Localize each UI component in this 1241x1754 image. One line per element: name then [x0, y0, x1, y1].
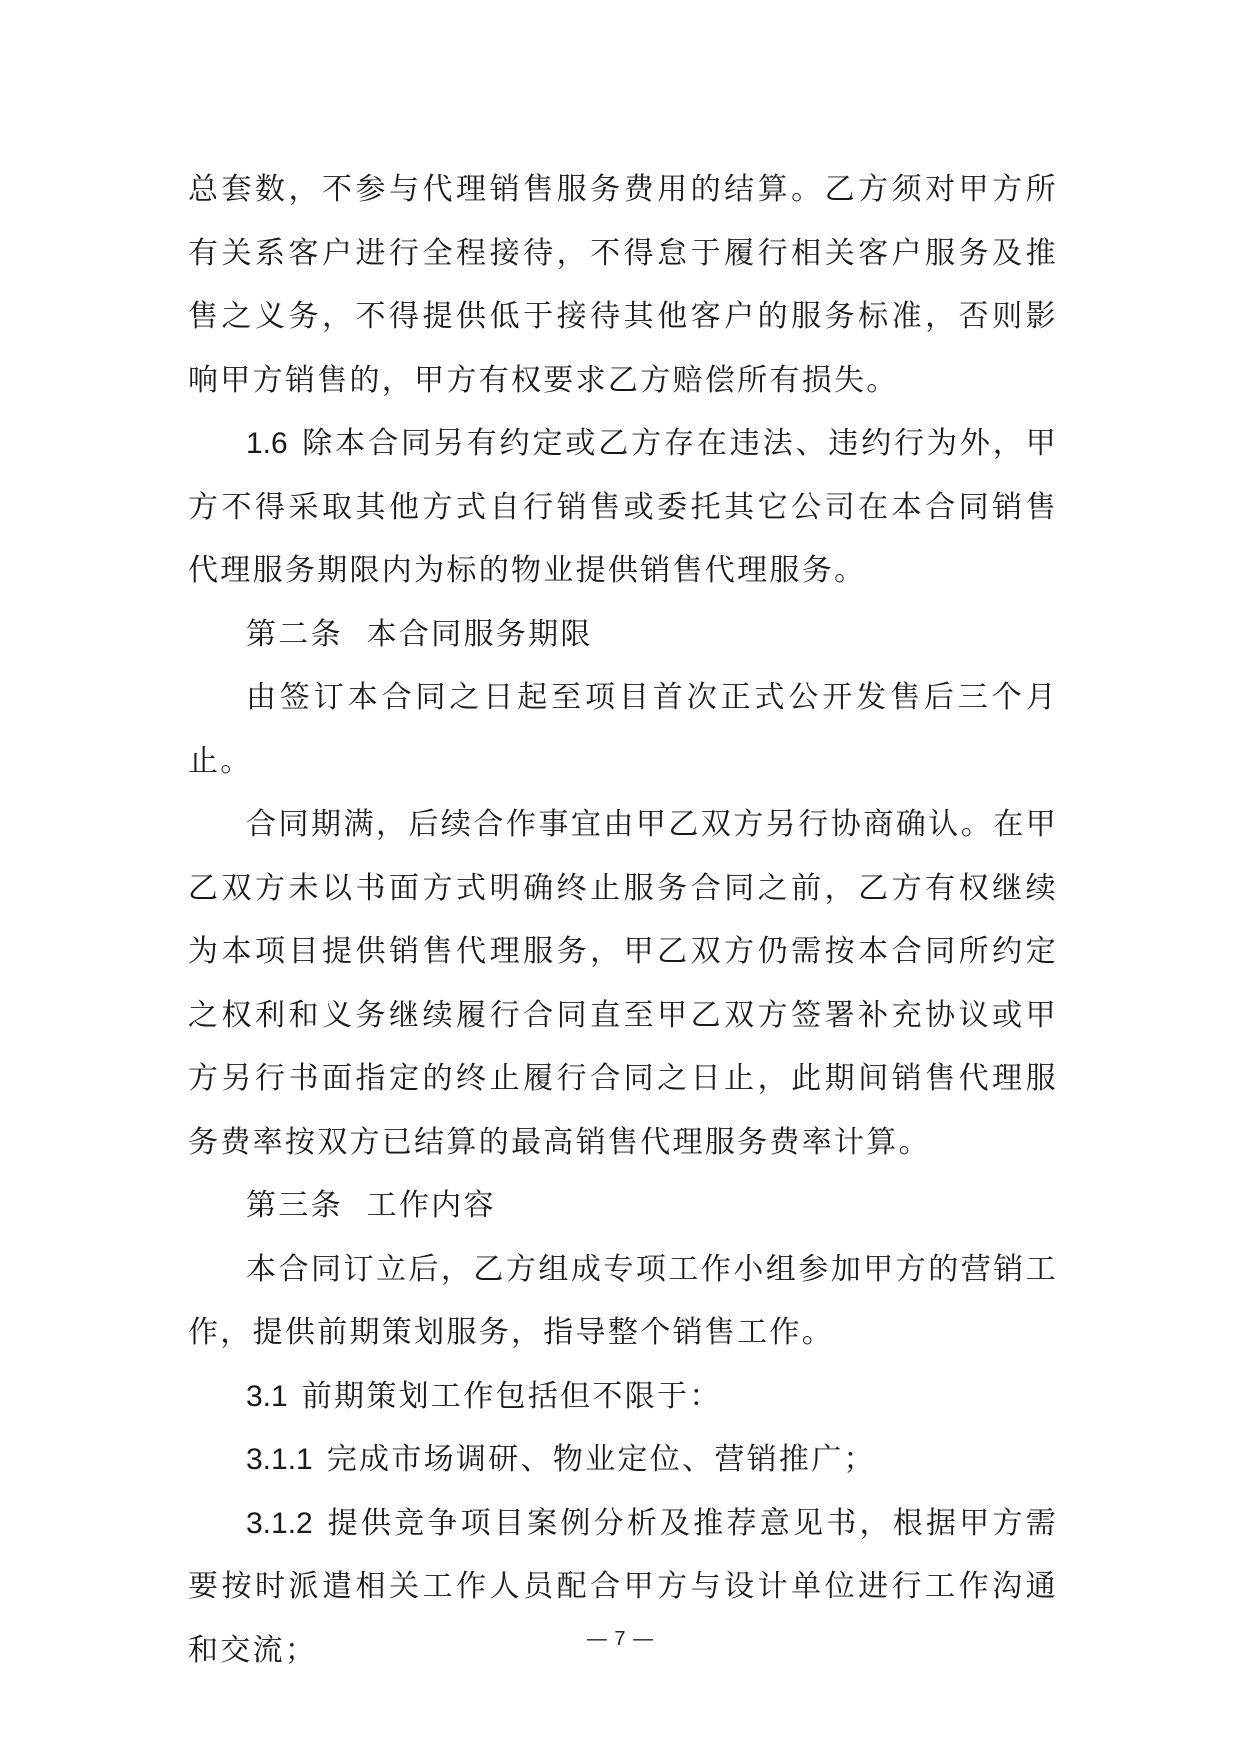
- paragraph-contract-expiry: [188, 793, 1058, 1174]
- paragraph-text: 总套数，不参与代理销售服务费用的结算。乙方须对甲方所有关系客户进行全程接待，不得怠于履行相关客户服务及推售之义务，不得提供低于接待其他客户的服务标准，否则影响甲方销售的，甲方有权要求乙方赔偿所有损失。: [188, 172, 1058, 398]
- page-number: — 7 —: [586, 1628, 655, 1650]
- clause-3-1-1: [188, 1428, 1058, 1492]
- article-2-heading: [188, 603, 1058, 667]
- paragraph-text: 本合同订立后，乙方组成专项工作小组参加甲方的营销工作，提供前期策划服务，指导整个销售工作。: [188, 1251, 1058, 1350]
- paragraph-service-term: [188, 666, 1058, 793]
- paragraph-text: 合同期满，后续合作事宜由甲乙双方另行协商确认。在甲乙双方未以书面方式明确终止服务合同之前，乙方有权继续为本项目提供销售代理服务，甲乙双方仍需按本合同所约定之权利和义务继续履行合同直至甲乙双方签署补充协议或甲方另行书面指定的终止履行合同之日止，此期间销售代理服务费率按双方已结算的最高销售代理服务费率计算。: [188, 807, 1058, 1160]
- paragraph-text: 提供竞争项目案例分析及推荐意见书，根据甲方需要按时派遣相关工作人员配合甲方与设计单位进行工作沟通和交流；: [188, 1505, 1058, 1668]
- paragraph-continuation: [188, 158, 1058, 412]
- heading-text: 第三条 工作内容: [246, 1188, 496, 1223]
- paragraph-work-content: [188, 1238, 1058, 1365]
- clause-number: 1.6: [246, 427, 288, 460]
- paragraph-text: 前期策划工作包括但不限于：: [301, 1378, 722, 1414]
- paragraph-text: 完成市场调研、物业定位、营销推广；: [326, 1442, 876, 1477]
- clause-number: 3.1.1: [246, 1443, 313, 1476]
- heading-text: 第二条 本合同服务期限: [246, 616, 593, 652]
- article-3-heading: [188, 1174, 1058, 1238]
- clause-number: 3.1.2: [246, 1506, 313, 1540]
- clause-3-1: [188, 1365, 1058, 1429]
- paragraph-text: 由签订本合同之日起至项目首次正式公开发售后三个月止。: [188, 680, 1058, 779]
- clause-number: 3.1: [246, 1379, 288, 1413]
- paragraph-text: 除本合同另有约定或乙方存在违法、违约行为外，甲方不得采取其他方式自行销售或委托其它公司在本合同销售代理服务期限内为标的物业提供销售代理服务。: [188, 426, 1058, 588]
- document-body: [188, 158, 1058, 1682]
- clause-1-6: [188, 412, 1058, 603]
- clause-3-1-2: [188, 1492, 1058, 1683]
